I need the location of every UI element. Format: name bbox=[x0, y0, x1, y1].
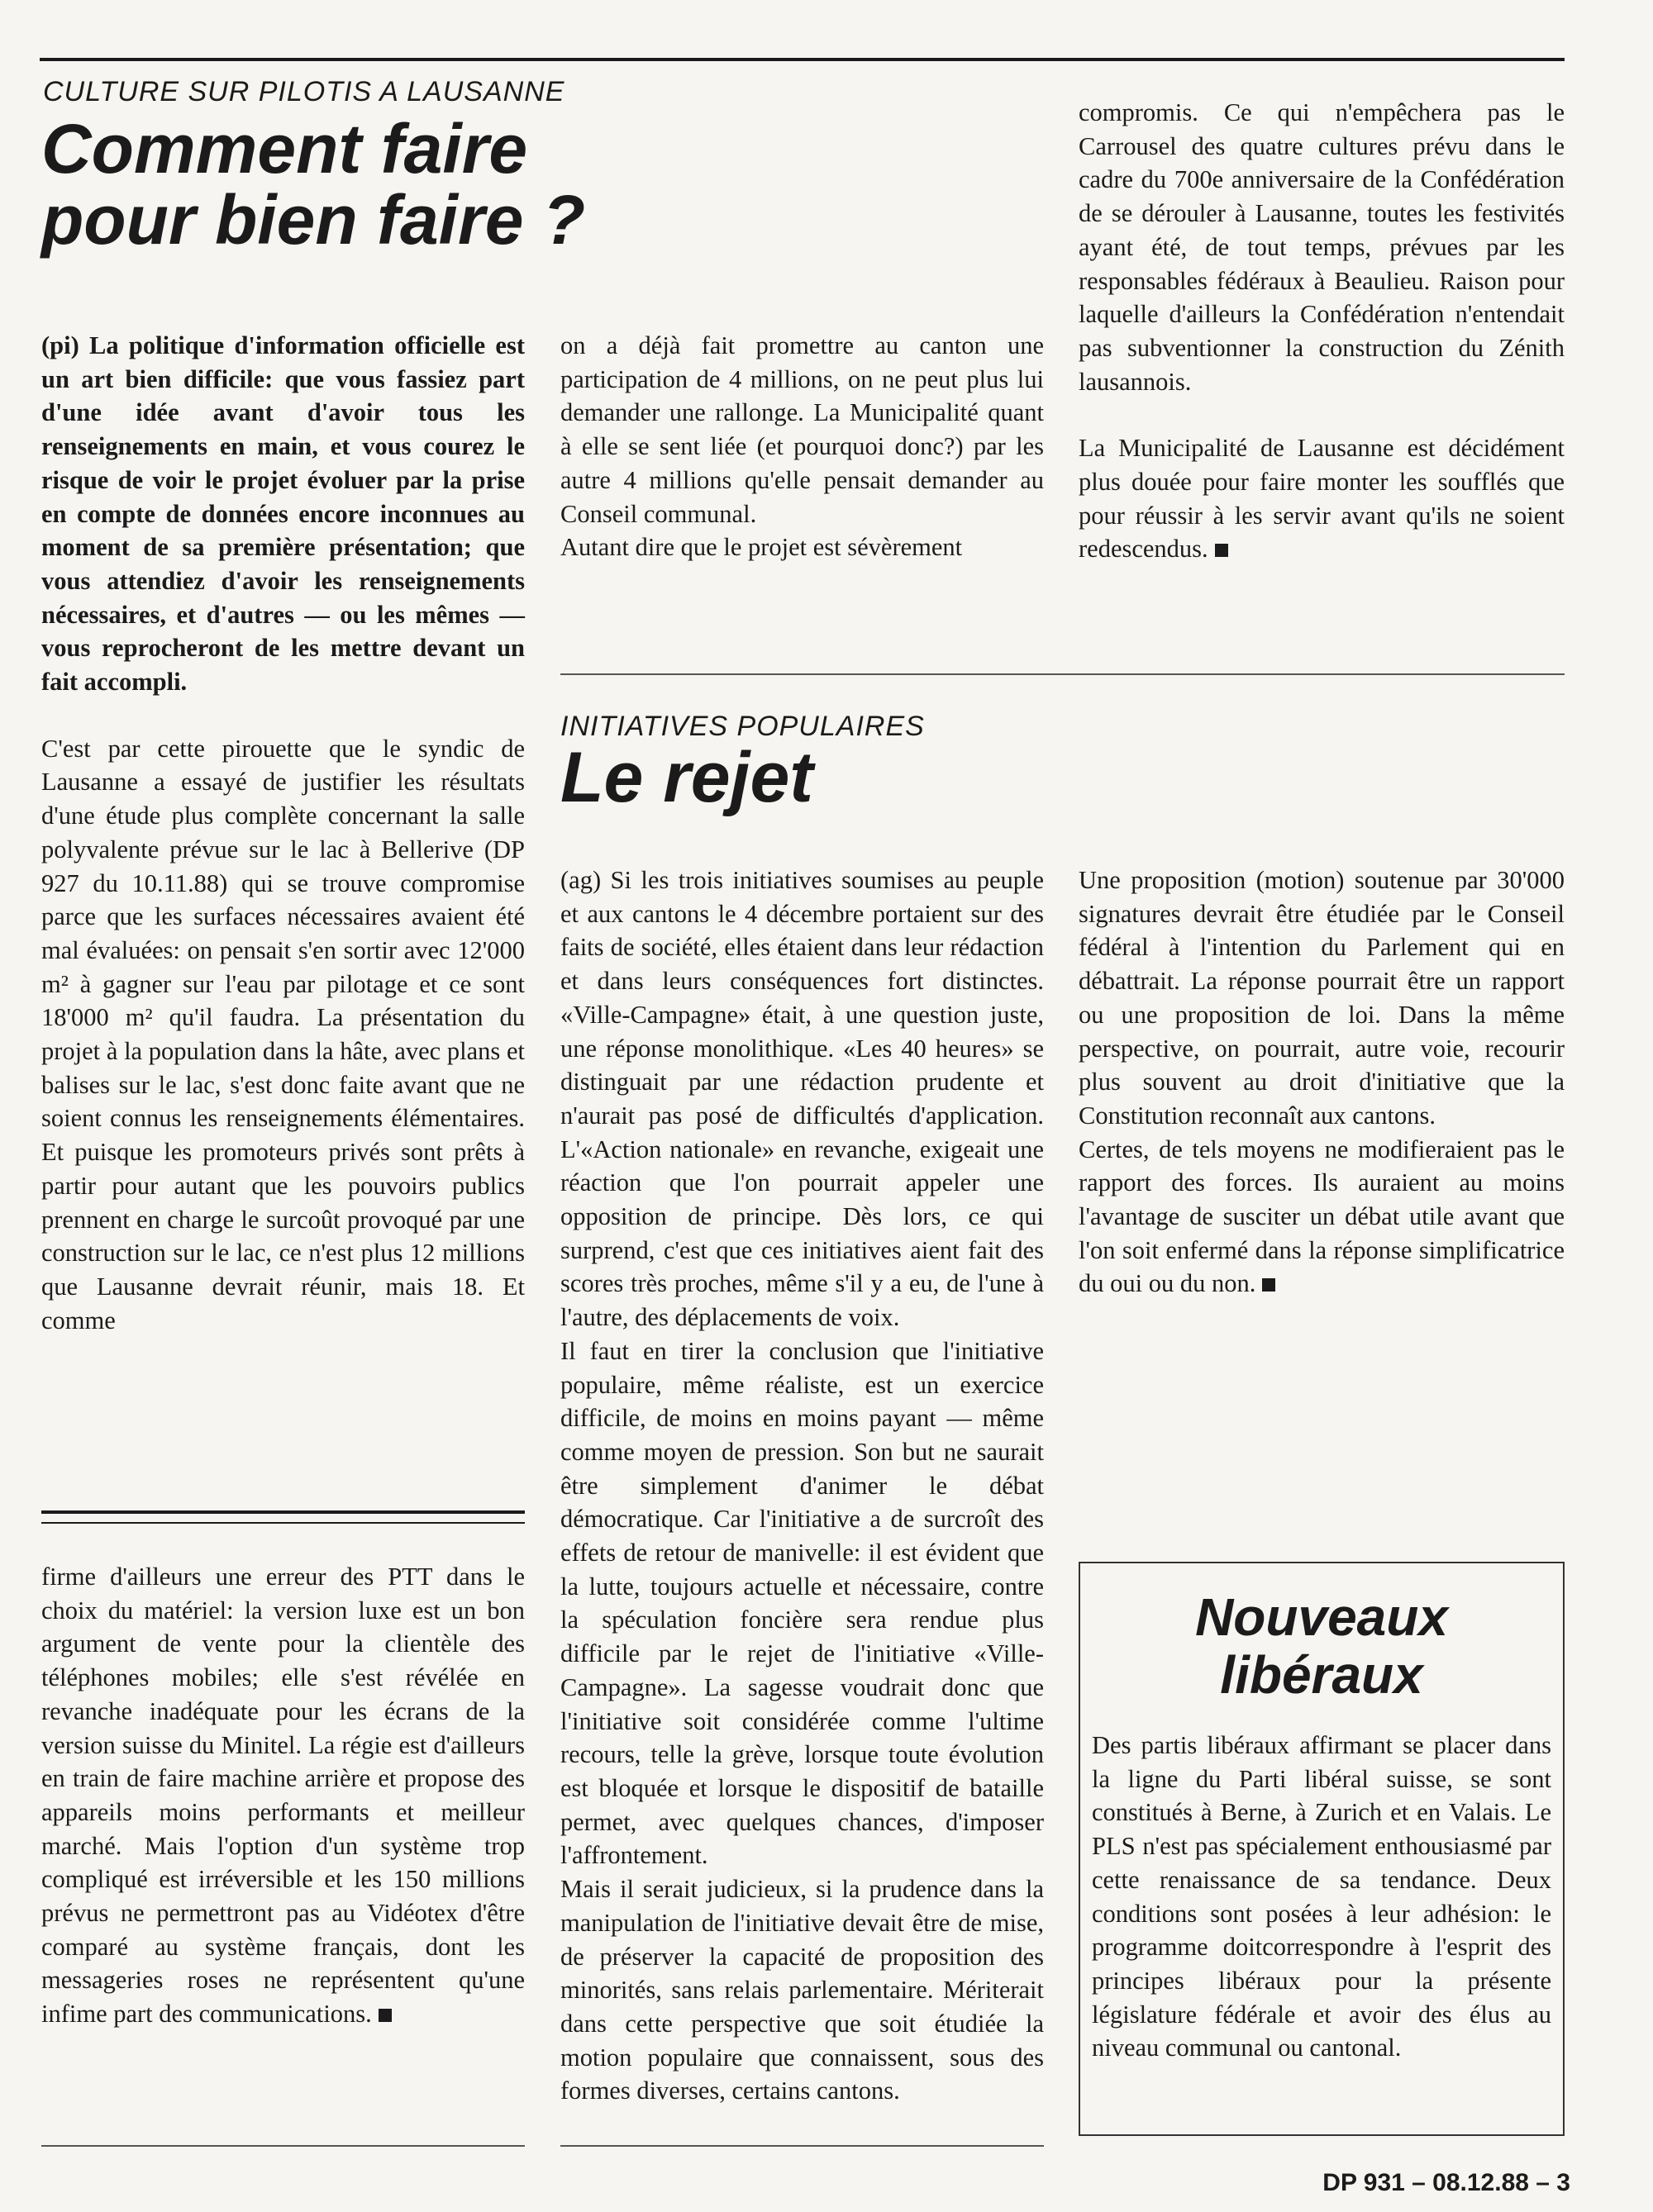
article1-column-3 bbox=[1079, 96, 1565, 566]
previous-article-continuation bbox=[41, 1560, 525, 2031]
box-title-line2: libéraux bbox=[1220, 1645, 1423, 1705]
end-mark-icon bbox=[379, 2009, 392, 2022]
article1-title-line2: pour bien faire ? bbox=[41, 180, 586, 259]
article2-column-1 bbox=[560, 863, 1044, 2108]
end-mark-icon bbox=[1262, 1278, 1275, 1292]
article1-paragraph-5: La Municipalité de Lausanne est décidément plus douée pour faire monter les soufflés que pour réussir à les servir avant qu'ils ne soient redescendus. bbox=[1079, 434, 1565, 564]
article2-paragraph-4: Une proposition (motion) soutenue par 30'000 signatures devrait être étudiée par le Conseil fédéral à l'intention du Parlement qui en débattrait. La réponse pourrait être un rapport ou une proposition de loi. Dans la même perspective, on pourrait, autre voie, recourir plus souvent au droit d'initiative que la Constitution reconnaît aux cantons. bbox=[1079, 866, 1565, 1130]
bottom-rule-middle bbox=[560, 2145, 1044, 2147]
end-mark-icon bbox=[1215, 544, 1228, 557]
article2-paragraph-2: Il faut en tirer la conclusion que l'initiative populaire, même réaliste, est un exercice difficile, de moins en moins payant — même comme moyen de pression. Son but ne saurait être simplement d'animer le débat démocratique. Car l'initiative a de surcroît des effets de retour de manivelle: il est évident que la lutte, toujours actuelle et nécessaire, contre la spéculation foncière sera rendue plus difficile par le rejet de l'initiative «Ville-Campagne». La sagesse voudrait donc que l'initiative soit considérée comme l'ultime recours, telle la grève, lorsque toute évolution est bloquée et lorsque le dispositif de bataille permet, avec quelques chances, d'imposer l'affrontement. bbox=[560, 1336, 1044, 1870]
box-title-line1: Nouveaux bbox=[1195, 1587, 1448, 1647]
left-column-double-rule bbox=[41, 1510, 525, 1524]
article2-column-2 bbox=[1079, 863, 1565, 1301]
article2-kicker: INITIATIVES POPULAIRES bbox=[560, 711, 925, 742]
article2-top-rule bbox=[560, 673, 1565, 675]
article1-kicker: CULTURE SUR PILOTIS A LAUSANNE bbox=[43, 76, 565, 107]
article2-paragraph-1: (ag) Si les trois initiatives soumises au peuple et aux cantons le 4 décembre portaient sur des faits de société, elles étaient dans leur rédaction et dans leurs conséquences fort distinctes. «Ville-Campagne» était, à une question juste, une réponse monolithique. «Les 40 heures» se distinguait par une rédaction prudente et n'aurait pas posé de difficultés d'application. L'«Action nationale» en revanche, exigeait une réaction que l'on pourrait appeler une opposition de principe. Dès lors, ce qui surprend, c'est que ces initiatives aient fait des scores très proches, même s'il y a eu, de l'une à l'autre, des déplacements de voix. bbox=[560, 866, 1044, 1332]
sidebar-box-nouveaux-liberaux bbox=[1079, 1562, 1565, 2136]
article1-lead: (pi) La politique d'information officielle est un art bien difficile: que vous fassiez part d'une idée avant d'avoir tous les renseignements en main, et vous courez le risque de voir le projet évoluer par la prise en compte de données encore inconnues au moment de sa première présentation; que vous attendiez d'avoir les renseignements nécessaires, et d'autres — ou les mêmes — vous reprocheront de les mettre devant un fait accompli. bbox=[41, 331, 525, 697]
bottom-rule-left bbox=[41, 2145, 525, 2147]
box-text: Des partis libéraux affirmant se placer dans la ligne du Parti libéral suisse, se sont constitués à Berne, à Zurich et en Valais. Le PLS n'est pas spécialement enthousiasmé par cette renaissance de sa tendance. Deux conditions sont posées à leur adhésion: le programme doitcorrespondre à l'esprit des principes libéraux pour la présente législature fédérale et avoir des élus au niveau communal ou cantonal. bbox=[1092, 1731, 1551, 2062]
article1-column-1 bbox=[41, 329, 525, 1337]
top-rule bbox=[40, 58, 1565, 61]
box-title bbox=[1092, 1588, 1551, 1704]
article1-paragraph-4: compromis. Ce qui n'empêchera pas le Carrousel des quatre cultures prévu dans le cadre du 700e anniversaire de la Confédération de se dérouler à Lausanne, toutes les festivités ayant été, de tout temps, prévues par les responsables fédéraux à Beaulieu. Raison pour laquelle d'ailleurs la Confédération n'entendait pas subventionner la construction du Zénith lausannois. bbox=[1079, 98, 1565, 396]
article1-title bbox=[41, 110, 586, 259]
article2-paragraph-5: Certes, de tels moyens ne modifieraient pas le rapport des forces. Ils auraient au moins l'avantage de susciter un débat utile avant que l'on soit enfermé dans la réponse simplificatrice du oui ou du non. bbox=[1079, 1135, 1565, 1298]
article1-title-line1: Comment faire bbox=[41, 110, 528, 188]
article2-paragraph-3: Mais il serait judicieux, si la prudence dans la manipulation de l'initiative devait être de mise, de préserver la capacité de proposition des minorités, sans relais parlementaire. Mériterait dans cette perspective que soit étudiée la motion populaire que connaissent, sous des formes diverses, certains cantons. bbox=[560, 1875, 1044, 2105]
article1-paragraph-2: on a déjà fait promettre au canton une participation de 4 millions, on ne peut plus lui demander une rallonge. La Municipalité quant à elle se sent liée (et pourquoi donc?) par les autre 4 millions qu'elle pensait demander au Conseil communal. bbox=[560, 331, 1044, 528]
article1-column-2 bbox=[560, 329, 1044, 564]
previous-article-text: firme d'ailleurs une erreur des PTT dans le choix du matériel: la version luxe est un bon argument de vente pour la clientèle des téléphones mobiles; elle s'est révélée en revanche inadéquate pour les écrans de la version suisse du Minitel. La régie est d'ailleurs en train de faire machine arrière et propose des appareils moins performants et meilleur marché. Mais l'option d'un système trop compliqué est irréversible et les 150 millions prévus ne permettront pas au Vidéotex d'être comparé au système français, dont les messageries roses ne représentent qu'une infime part des communications. bbox=[41, 1563, 525, 2029]
page-folio: DP 931 – 08.12.88 – 3 bbox=[1322, 2169, 1570, 2196]
article1-paragraph-3: Autant dire que le projet est sévèrement bbox=[560, 533, 963, 562]
article2-title: Le rejet bbox=[560, 738, 813, 817]
article1-paragraph-1: C'est par cette pirouette que le syndic de Lausanne a essayé de justifier les résultats d'une étude plus complète concernant la salle polyvalente prévue sur le lac à Bellerive (DP 927 du 10.11.88) qui se trouve compromise parce que les surfaces nécessaires avaient été mal évaluées: on pensait s'en sortir avec 12'000 m² à gagner sur l'eau par pilotage et ce sont 18'000 m² qu'il faudra. La présentation du projet à la population dans la hâte, avec plans et balises sur le lac, s'est donc faite avant que ne soient connus les renseignements élémentaires. Et puisque les promoteurs privés sont prêts à partir pour autant que les pouvoirs publics prennent en charge le surcoût provoqué par une construction sur le lac, ce n'est plus 12 millions que Lausanne devrait réunir, mais 18. Et comme bbox=[41, 734, 525, 1334]
